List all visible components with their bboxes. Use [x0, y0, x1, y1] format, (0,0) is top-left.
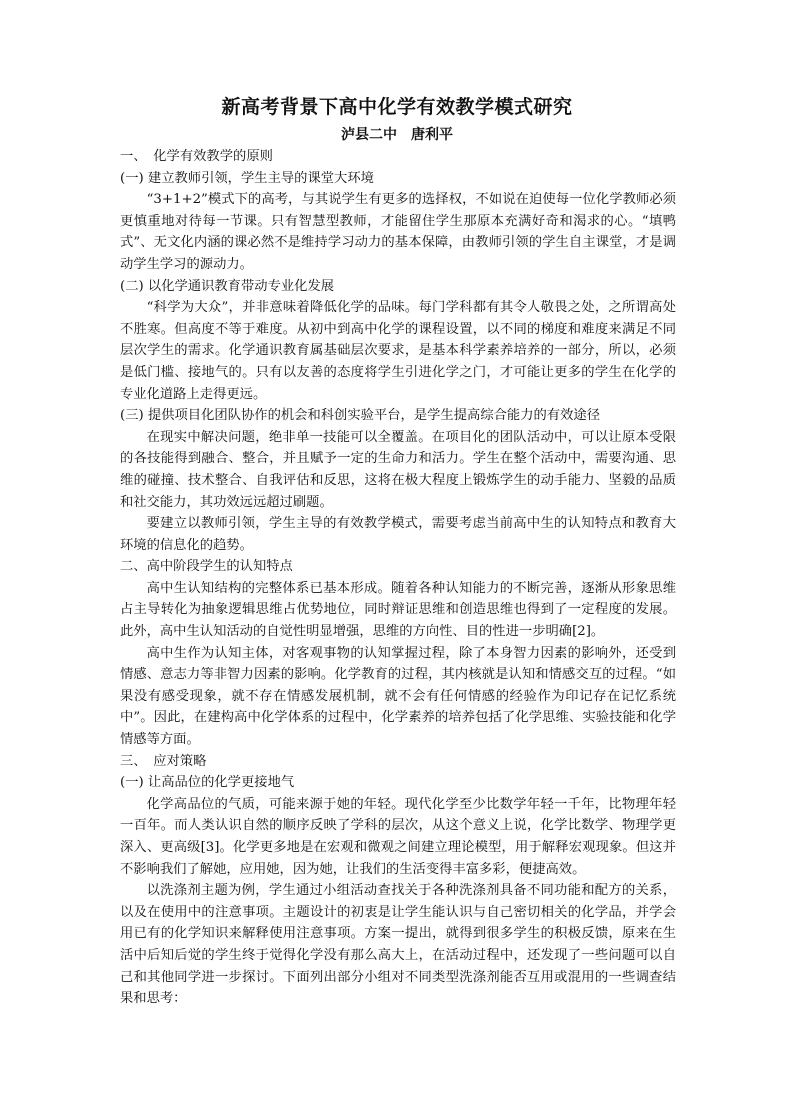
- paragraph: 以洗涤剂主题为例，学生通过小组活动查找关于各种洗涤剂具备不同功能和配方的关系，以及在使用中的注意事项。主题设计的初衷是让学生能认识与自己密切相关的化学品，并学会用已有的化学知识来解释使用注意事项。方案一提出，就得到很多学生的积极反馈，原来在生活中后知后觉的学生终于觉得化学没有那么高大上，在活动过程中，还发现了一些问题可以自己和其他同学进一步探讨。下面列出部分小组对不同类型洗涤剂能否互用或混用的一些调查结果和思考：: [120, 883, 676, 1007]
- page-title: 新高考背景下高中化学有效教学模式研究: [221, 96, 573, 118]
- paragraph: 高中生作为认知主体，对客观事物的认知掌握过程，除了本身智力因素的影响外，还受到情感、意志力等非智力因素的影响。化学教育的过程，其内核就是认知和情感交互的过程。“如果没有感受现象，就不存在情感发展机制，就不会有任何情感的经验作为印记存在记忆系统中”。因此，在建构高中化学体系的过程中，化学素养的培养包括了化学思维、实验技能和化学情感等方面。: [120, 645, 676, 748]
- subsection-heading: (三) 提供项目化团队协作的机会和科创实验平台，是学生提高综合能力的有效途径: [120, 408, 600, 424]
- paragraph: 高中生认知结构的完整体系已基本形成。随着各种认知能力的不断完善，逐渐从形象思维占主导转化为抽象逻辑思维占优势地位，同时辩证思维和创造思维也得到了一定程度的发展。此外，高中生认知活动的自觉性明显增强，思维的方向性、目的性进一步明确[2]。: [120, 580, 676, 640]
- section-heading: 二、高中阶段学生的认知特点: [120, 559, 293, 575]
- document-body: [120, 146, 676, 1010]
- paragraph: 要建立以教师引领，学生主导的有效教学模式，需要考虑当前高中生的认知特点和教育大环境的信息化的趋势。: [120, 516, 676, 553]
- paragraph: 在现实中解决问题，绝非单一技能可以全覆盖。在项目化的团队活动中，可以让原本受限的各技能得到融合、整合，并且赋予一定的生命力和活力。学生在整个活动中，需要沟通、思维的碰撞、技术整合、自我评估和反思，这将在极大程度上锻炼学生的动手能力、坚毅的品质和社交能力，其功效远远超过刷题。: [120, 429, 676, 510]
- subsection-heading: (一) 建立教师引领，学生主导的课堂大环境: [120, 170, 374, 186]
- section-heading: 三、 应对策略: [120, 753, 207, 769]
- paragraph: “科学为大众”，并非意味着降低化学的品味。每门学科都有其令人敬畏之处，之所谓高处不胜寒。但高度不等于难度。从初中到高中化学的课程设置，以不同的梯度和难度来满足不同层次学生的需求。化学通识教育属基础层次要求，是基本科学素养培养的一部分，所以，必须是低门槛、接地气的。只有以友善的态度将学生引进化学之门，才可能让更多的学生在化学的专业化道路上走得更远。: [120, 300, 676, 402]
- paragraph: “3+1+2”模式下的高考，与其说学生有更多的选择权，不如说在迫使每一位化学教师必须更慎重地对待每一节课。只有智慧型教师，才能留住学生那原本充满好奇和渴求的心。“填鸭式”、无文化内涵的课必然不是维持学习动力的基本保障，由教师引领的学生自主课堂，才是调动学生学习的源动力。: [120, 192, 676, 272]
- subsection-heading: (二) 以化学通识教育带动专业化发展: [120, 278, 335, 294]
- subsection-heading: (一) 让高品位的化学更接地气: [120, 775, 295, 791]
- author-line: 泸县二中 唐利平: [341, 127, 453, 143]
- section-heading: 一、 化学有效教学的原则: [120, 149, 273, 164]
- paragraph: 化学高品位的气质，可能来源于她的年轻。现代化学至少比数学年轻一千年，比物理年轻一百年。而人类认识自然的顺序反映了学科的层次，从这个意义上说，化学比数学、物理学更深入、更高级[3]。化学更多地是在宏观和微观之间建立理论模型，用于解释宏观现象。但这并不影响我们了解她，应用她，因为她，让我们的生活变得丰富多彩，便捷高效。: [120, 796, 676, 877]
